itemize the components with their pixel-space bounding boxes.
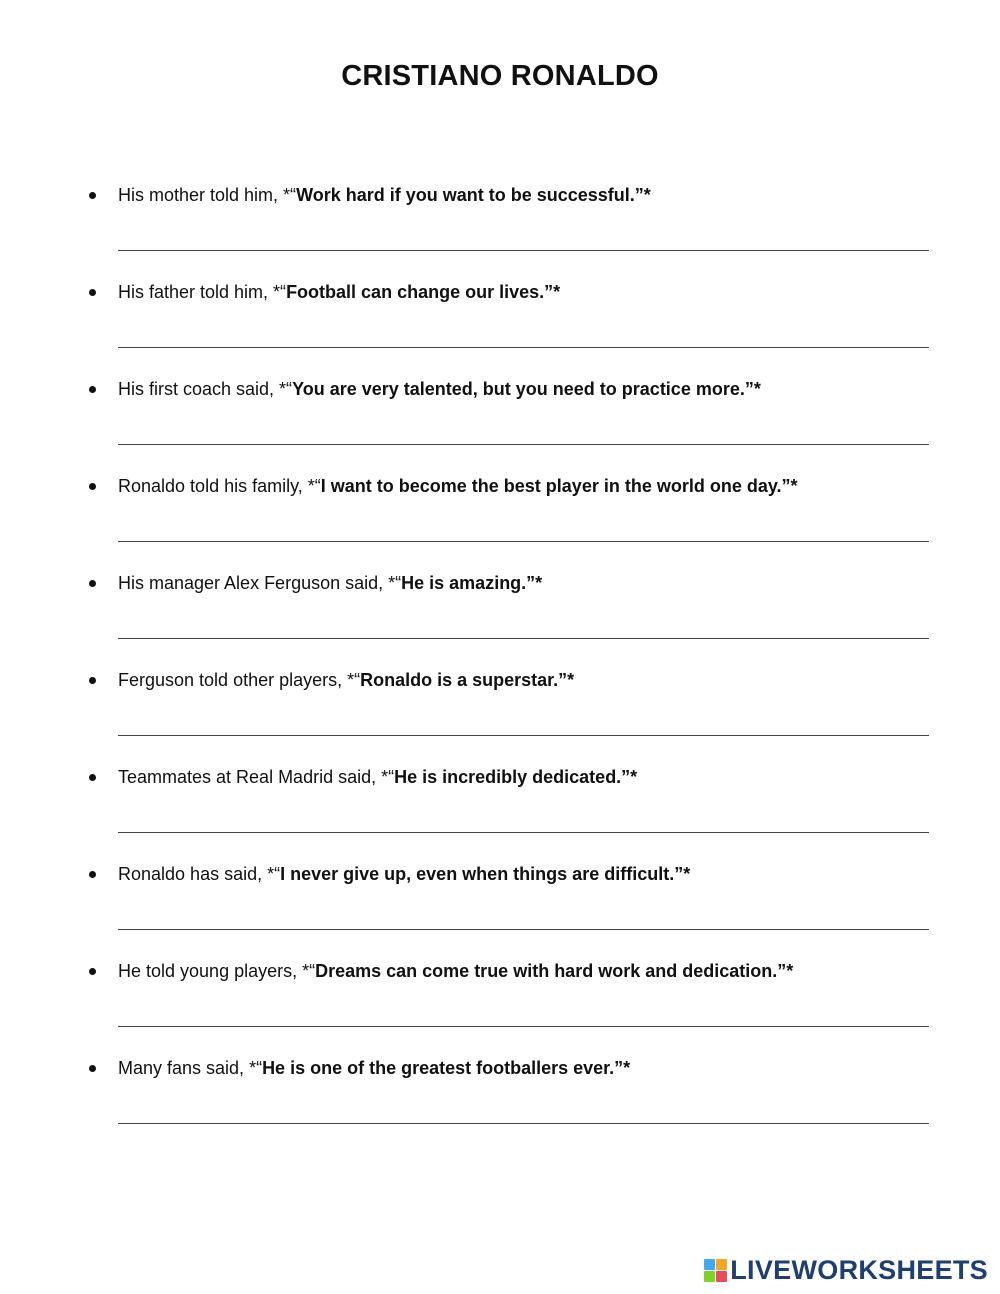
sentence — [118, 183, 651, 207]
logo-tile — [716, 1259, 727, 1270]
answer-input[interactable] — [118, 347, 929, 348]
sentence-quote: Dreams can come true with hard work and dedication.”* — [315, 961, 794, 981]
exercise-item — [0, 859, 1000, 956]
exercise-item — [0, 956, 1000, 1053]
sentence-quote: He is amazing.”* — [401, 573, 543, 593]
answer-input[interactable] — [118, 444, 929, 445]
sentence-quote: Work hard if you want to be successful.”* — [296, 185, 651, 205]
answer-input[interactable] — [118, 735, 929, 736]
sentence — [118, 862, 690, 886]
bullet-icon — [89, 871, 96, 878]
bullet-icon — [89, 580, 96, 587]
bullet-icon — [89, 289, 96, 296]
exercise-item — [0, 374, 1000, 471]
brand-name: LIVEWORKSHEETS — [730, 1255, 988, 1285]
exercise-item — [0, 1053, 1000, 1150]
logo-tile — [704, 1259, 715, 1270]
page-title: CRISTIANO RONALDO — [341, 60, 659, 92]
bullet-icon — [89, 774, 96, 781]
bullet-icon — [89, 1065, 96, 1072]
bullet-icon — [89, 677, 96, 684]
sentence — [118, 1056, 630, 1080]
sentence-lead: His manager Alex Ferguson said, *“ — [118, 573, 402, 593]
exercise-item — [0, 277, 1000, 374]
answer-input[interactable] — [118, 1026, 929, 1027]
sentence-lead: His mother told him, *“ — [118, 185, 297, 205]
sentence-lead: He told young players, *“ — [118, 961, 316, 981]
exercise-list — [0, 180, 1000, 1150]
logo-tile — [704, 1271, 715, 1282]
sentence — [118, 668, 574, 692]
logo-tile — [716, 1271, 727, 1282]
answer-input[interactable] — [118, 250, 929, 251]
sentence — [118, 280, 560, 304]
sentence-quote: I want to become the best player in the world one day.”* — [320, 476, 798, 496]
sentence-quote: He is one of the greatest footballers ever.”* — [262, 1058, 631, 1078]
sentence — [118, 474, 798, 498]
sentence-quote: He is incredibly dedicated.”* — [394, 767, 638, 787]
sentence-lead: Many fans said, *“ — [118, 1058, 263, 1078]
exercise-item — [0, 180, 1000, 277]
bullet-icon — [89, 483, 96, 490]
sentence — [118, 377, 761, 401]
exercise-item — [0, 665, 1000, 762]
answer-input[interactable] — [118, 1123, 929, 1124]
sentence-lead: Ronaldo told his family, *“ — [118, 476, 321, 496]
bullet-icon — [89, 968, 96, 975]
exercise-item — [0, 762, 1000, 859]
sentence-lead: His father told him, *“ — [118, 282, 287, 302]
sentence-lead: His first coach said, *“ — [118, 379, 293, 399]
liveworksheets-brand — [704, 1255, 988, 1285]
sentence-lead: Teammates at Real Madrid said, *“ — [118, 767, 395, 787]
sentence — [118, 571, 542, 595]
answer-input[interactable] — [118, 832, 929, 833]
sentence-quote: I never give up, even when things are difficult.”* — [280, 864, 691, 884]
sentence — [118, 959, 793, 983]
sentence-quote: You are very talented, but you need to practice more.”* — [292, 379, 761, 399]
answer-input[interactable] — [118, 541, 929, 542]
bullet-icon — [89, 192, 96, 199]
sentence — [118, 765, 637, 789]
sentence-lead: Ferguson told other players, *“ — [118, 670, 361, 690]
liveworksheets-logo-icon — [704, 1259, 727, 1282]
answer-input[interactable] — [118, 638, 929, 639]
bullet-icon — [89, 386, 96, 393]
sentence-quote: Football can change our lives.”* — [286, 282, 561, 302]
exercise-item — [0, 568, 1000, 665]
exercise-item — [0, 471, 1000, 568]
sentence-lead: Ronaldo has said, *“ — [118, 864, 281, 884]
answer-input[interactable] — [118, 929, 929, 930]
sentence-quote: Ronaldo is a superstar.”* — [360, 670, 575, 690]
